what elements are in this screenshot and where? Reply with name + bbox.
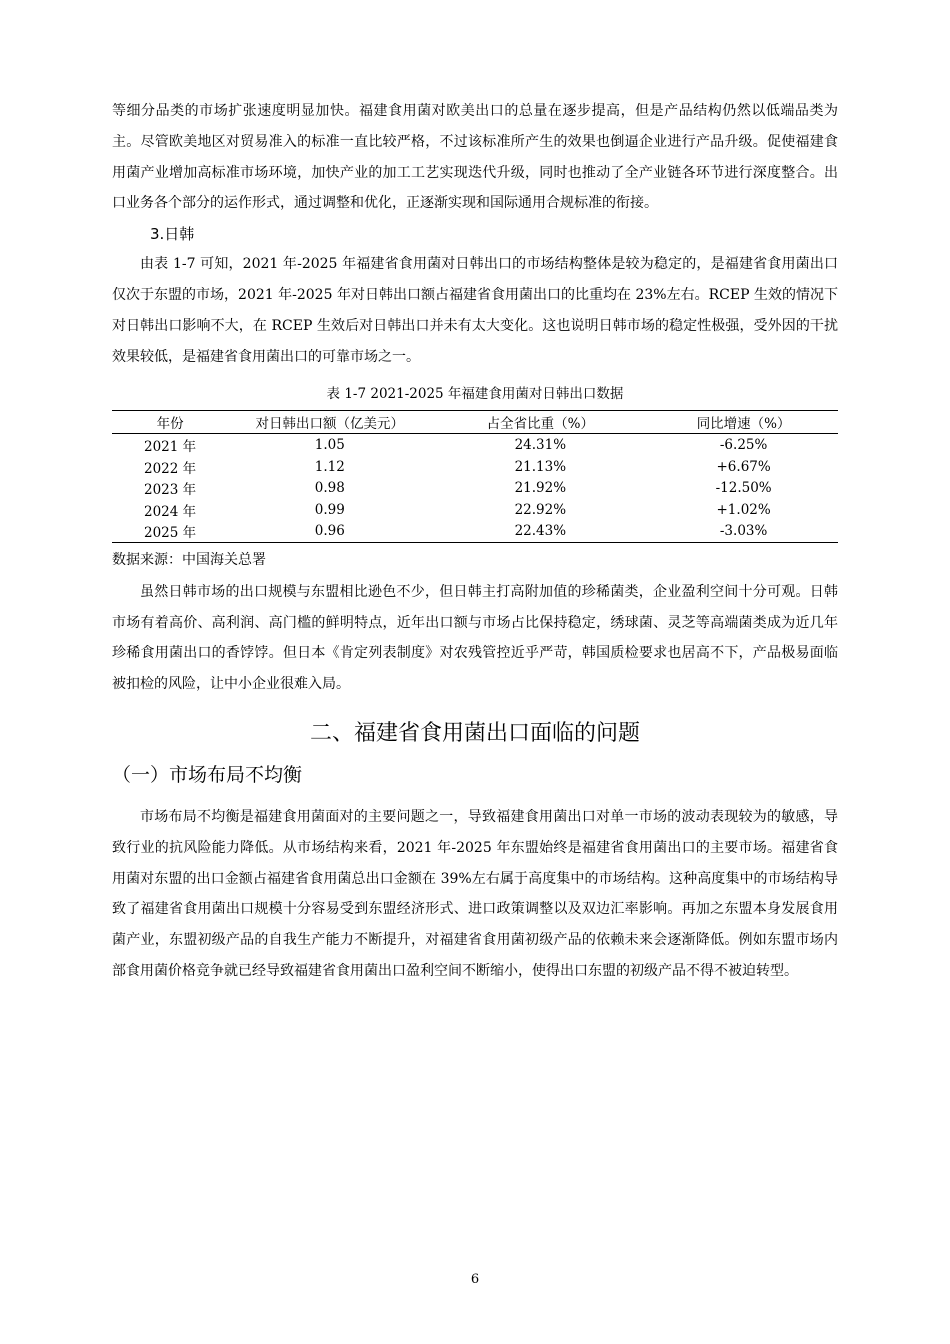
subheading-japan-korea: 3.日韩	[150, 225, 195, 244]
cell-growth: +6.67%	[716, 458, 771, 475]
table-row	[112, 520, 838, 542]
cell-export-value: 0.96	[314, 523, 345, 540]
header-share: 占全省比重（%）	[431, 411, 649, 434]
table-row	[112, 456, 838, 478]
paragraph-market-imbalance: 市场布局不均衡是福建食用菌面对的主要问题之一，导致福建食用菌出口对单一市场的波动表现较为的敏感，导致行业的抗风险能力降低。从市场结构来看，2021 年-2025 年东盟始终是福建省食用菌出口的主要市场。福建省食用菌对东盟的出口金额占福建省食用菌总出口金额在 39%左右属于高度集中的市场结构。这种高度集中的市场结构导致了福建省食用菌出口规模十分容易受到东盟经济形式、进口政策调整以及双边汇率影响。再加之东盟本身发展食用菌产业，东盟初级产品的自我生产能力不断提升，对福建省食用菌初级产品的依赖未来会逐渐降低。例如东盟市场内部食用菌价格竞争就已经导致福建省食用菌出口盈利空间不断缩小，使得出口东盟的初级产品不得不被迫转型。	[112, 809, 838, 980]
cell-year: 2022 年	[144, 460, 197, 477]
cell-year: 2023 年	[144, 482, 197, 499]
table-row	[112, 434, 838, 456]
paragraph-europe-america: 等细分品类的市场扩张速度明显加快。福建食用菌对欧美出口的总量在逐步提高，但是产品结构仍然以低端品类为主。尽管欧美地区对贸易准入的标准一直比较严格，不过该标准所产生的效果也倒逼企业进行产品升级。促使福建食用菌产业增加高标准市场环境，加快产业的加工工艺实现迭代升级，同时也推动了全产业链各环节进行深度整合。出口业务各个部分的运作形式，通过调整和优化，正逐渐实现和国际通用合规标准的衔接。	[112, 103, 838, 212]
paragraph-japan-korea-structure: 由表 1-7 可知，2021 年-2025 年福建省食用菌对日韩出口的市场结构整体是较为稳定的，是福建省食用菌出口仅次于东盟的市场，2021 年-2025 年对日韩出口额占福建省食用菌出口的比重均在 23%左右。RCEP 生效的情况下对日韩出口影响不大，在 RCEP 生效后对日韩出口并未有太大变化。这也说明日韩市场的稳定性极强，受外因的干扰效果较低，是福建省食用菌出口的可靠市场之一。	[112, 256, 838, 365]
paragraph-japan-korea-premium: 虽然日韩市场的出口规模与东盟相比逊色不少，但日韩主打高附加值的珍稀菌类，企业盈利空间十分可观。日韩市场有着高价、高利润、高门槛的鲜明特点，近年出口额与市场占比保持稳定，绣球菌、灵芝等高端菌类成为近几年珍稀食用菌出口的香饽饽。但日本《肯定列表制度》对农残管控近乎严苛，韩国质检要求也居高不下，产品极易面临被扣检的风险，让中小企业很难入局。	[112, 583, 838, 693]
cell-share: 22.43%	[514, 523, 567, 540]
cell-year: 2024 年	[144, 503, 197, 520]
cell-year: 2025 年	[144, 525, 197, 542]
cell-growth: -12.50%	[715, 480, 772, 497]
header-export-value: 对日韩出口额（亿美元）	[228, 411, 431, 434]
page-content	[112, 96, 838, 987]
page-number: 6	[470, 1272, 480, 1287]
table-row	[112, 499, 838, 521]
section-heading: 二、福建省食用菌出口面临的问题	[309, 721, 640, 747]
cell-share: 21.13%	[514, 458, 567, 475]
header-growth: 同比增速（%）	[649, 411, 838, 434]
cell-share: 22.92%	[514, 501, 567, 518]
cell-growth: +1.02%	[716, 501, 771, 518]
cell-growth: -3.03%	[719, 523, 768, 540]
subsection-heading: （一）市场布局不均衡	[112, 764, 303, 787]
cell-export-value: 0.99	[314, 501, 345, 518]
header-year: 年份	[112, 411, 228, 434]
table-row	[112, 477, 838, 499]
cell-growth: -6.25%	[719, 437, 768, 454]
cell-share: 24.31%	[514, 437, 567, 454]
cell-share: 21.92%	[514, 480, 567, 497]
table-source-note: 数据来源：中国海关总署	[112, 551, 266, 568]
cell-export-value: 0.98	[314, 480, 345, 497]
cell-export-value: 1.05	[314, 437, 345, 454]
export-data-table	[112, 410, 838, 543]
table-caption: 表 1-7 2021-2025 年福建食用菌对日韩出口数据	[326, 386, 624, 403]
table-header-row	[112, 411, 838, 434]
cell-year: 2021 年	[144, 439, 197, 456]
cell-export-value: 1.12	[314, 458, 345, 475]
